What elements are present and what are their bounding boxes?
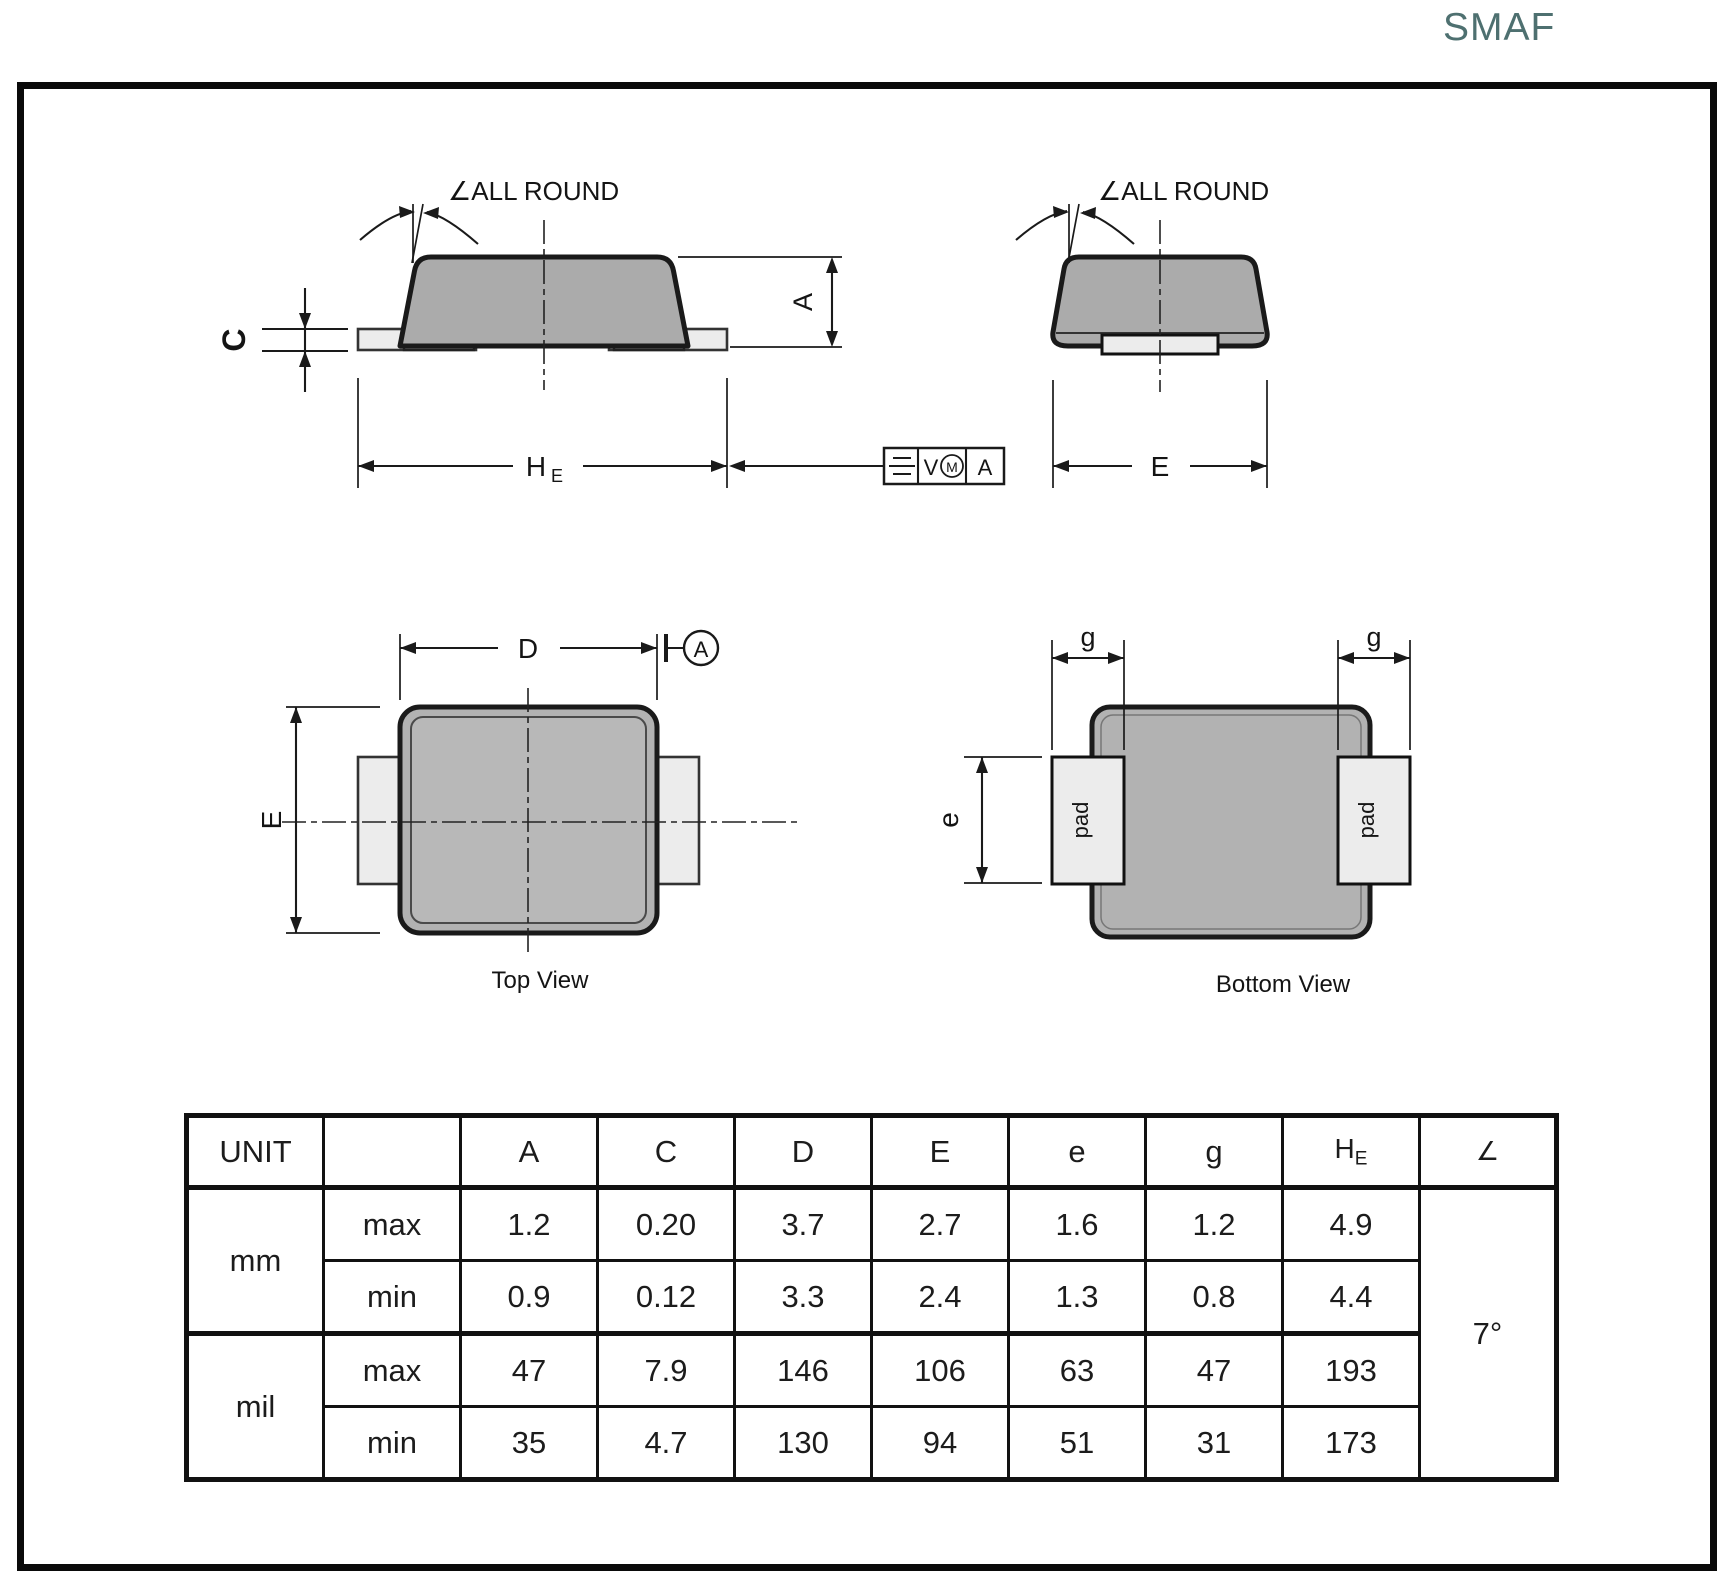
arrowhead <box>299 313 311 329</box>
cell-mm-max-g: 1.2 <box>1146 1188 1283 1261</box>
cell-mm-max-A: 1.2 <box>461 1188 598 1261</box>
table-row-mil-min <box>187 1407 1557 1480</box>
end-angle-note: ∠ALL ROUND <box>1098 176 1270 206</box>
col-header-g: g <box>1146 1116 1283 1188</box>
bound-min: min <box>324 1407 461 1480</box>
cell-mil-min-A: 35 <box>461 1407 598 1480</box>
top-lead-left <box>358 757 404 884</box>
cell-mil-min-g: 31 <box>1146 1407 1283 1480</box>
arrowhead <box>400 642 416 654</box>
end-draft-angle <box>1016 176 1269 263</box>
unit-mil: mil <box>187 1334 324 1480</box>
cell-mil-max-A: 47 <box>461 1334 598 1407</box>
col-header-A: A <box>461 1116 598 1188</box>
col-header-D: D <box>735 1116 872 1188</box>
pad-label-right: pad <box>1354 801 1379 839</box>
cell-mil-min-C: 4.7 <box>598 1407 735 1480</box>
cell-mil-min-D: 130 <box>735 1407 872 1480</box>
bottom-view-caption: Bottom View <box>1215 971 1351 998</box>
cell-mil-min-e: 51 <box>1009 1407 1146 1480</box>
bound-max: max <box>324 1188 461 1261</box>
front-dim-c <box>216 288 348 392</box>
feature-control-frame <box>884 448 1004 484</box>
dim-g-left-label: g <box>1080 622 1096 652</box>
arrowhead <box>976 757 988 773</box>
arrowhead <box>641 642 657 654</box>
top-view <box>256 631 800 994</box>
front-dim-he <box>358 378 884 488</box>
dim-e-label: E <box>1150 451 1170 482</box>
dim-he-label: H <box>525 451 547 482</box>
cell-mil-min-HE: 173 <box>1283 1407 1420 1480</box>
arrowhead <box>1053 206 1069 218</box>
tolerance-value: V <box>923 455 939 480</box>
end-view <box>1016 176 1269 488</box>
arrowhead <box>1108 652 1124 664</box>
cell-mil-max-D: 146 <box>735 1334 872 1407</box>
front-view <box>216 176 1004 488</box>
col-header-e: e <box>1009 1116 1146 1188</box>
dim-e-label: E <box>256 810 287 830</box>
arrowhead <box>1251 460 1267 472</box>
table-row-mm-max <box>187 1188 1557 1261</box>
arrowhead <box>1394 652 1410 664</box>
bottom-body <box>1092 707 1370 937</box>
datum-label: A <box>693 637 709 662</box>
end-dim-e <box>1053 380 1267 488</box>
cell-mm-min-A: 0.9 <box>461 1261 598 1334</box>
cell-mil-min-E: 94 <box>872 1407 1009 1480</box>
top-view-caption: Top View <box>491 967 589 994</box>
cell-mm-max-C: 0.20 <box>598 1188 735 1261</box>
cell-mm-max-D: 3.7 <box>735 1188 872 1261</box>
arrowhead <box>711 460 727 472</box>
blank-header <box>324 1116 461 1188</box>
dim-g-right-label: g <box>1366 622 1382 652</box>
cell-mm-min-E: 2.4 <box>872 1261 1009 1334</box>
front-draft-angle <box>360 176 619 263</box>
table-header-row <box>187 1116 1557 1188</box>
arrowhead <box>290 707 302 723</box>
col-header-HE: $H_E$ <box>1283 1116 1420 1188</box>
cell-mil-max-g: 47 <box>1146 1334 1283 1407</box>
top-lead-right <box>653 757 699 884</box>
cell-mm-min-D: 3.3 <box>735 1261 872 1334</box>
cell-mm-min-g: 0.8 <box>1146 1261 1283 1334</box>
pad-label-left: pad <box>1068 801 1093 839</box>
bottom-view <box>933 622 1410 998</box>
datum-reference: A <box>977 455 993 480</box>
unit-header: UNIT <box>187 1116 324 1188</box>
cell-mm-max-HE: 4.9 <box>1283 1188 1420 1261</box>
table-row-mm-min <box>187 1261 1557 1334</box>
bound-min: min <box>324 1261 461 1334</box>
cell-mm-min-HE: 4.4 <box>1283 1261 1420 1334</box>
arrowhead <box>290 917 302 933</box>
dim-d-label: D <box>517 633 539 664</box>
arrowhead <box>299 351 311 367</box>
table-row-mil-max <box>187 1334 1557 1407</box>
arrowhead <box>1080 207 1096 219</box>
dimension-table <box>184 1113 1559 1482</box>
col-header-C: C <box>598 1116 735 1188</box>
bound-max: max <box>324 1334 461 1407</box>
cell-mm-max-e: 1.6 <box>1009 1188 1146 1261</box>
cell-mm-min-C: 0.12 <box>598 1261 735 1334</box>
dim-he-sub: E <box>551 466 564 486</box>
col-header-angle: ∠ <box>1420 1116 1557 1188</box>
cell-mm-min-e: 1.3 <box>1009 1261 1146 1334</box>
mmc-modifier: M <box>946 459 958 475</box>
front-angle-note: ∠ALL ROUND <box>448 176 620 206</box>
arrowhead <box>826 331 838 347</box>
angle-value-cell: 7° <box>1420 1188 1557 1480</box>
dim-e-lower-label: e <box>933 812 964 828</box>
cell-mil-max-C: 7.9 <box>598 1334 735 1407</box>
arrowhead <box>826 257 838 273</box>
cell-mm-max-E: 2.7 <box>872 1188 1009 1261</box>
arrowhead <box>1338 652 1354 664</box>
arrowhead <box>358 460 374 472</box>
dim-a-label: A <box>788 292 818 312</box>
top-dim-d <box>400 631 718 700</box>
cell-mil-max-HE: 193 <box>1283 1334 1420 1407</box>
arrowhead <box>1053 460 1069 472</box>
package-title: SMAF <box>1443 6 1556 49</box>
bottom-dim-e <box>933 757 1042 883</box>
cell-mil-max-E: 106 <box>872 1334 1009 1407</box>
dim-c-label: C <box>216 328 252 352</box>
arrowhead <box>976 867 988 883</box>
arrowhead <box>1052 652 1068 664</box>
col-header-E: E <box>872 1116 1009 1188</box>
cell-mil-max-e: 63 <box>1009 1334 1146 1407</box>
unit-mm: mm <box>187 1188 324 1334</box>
arrowhead <box>729 460 745 472</box>
arrowhead <box>423 207 439 219</box>
